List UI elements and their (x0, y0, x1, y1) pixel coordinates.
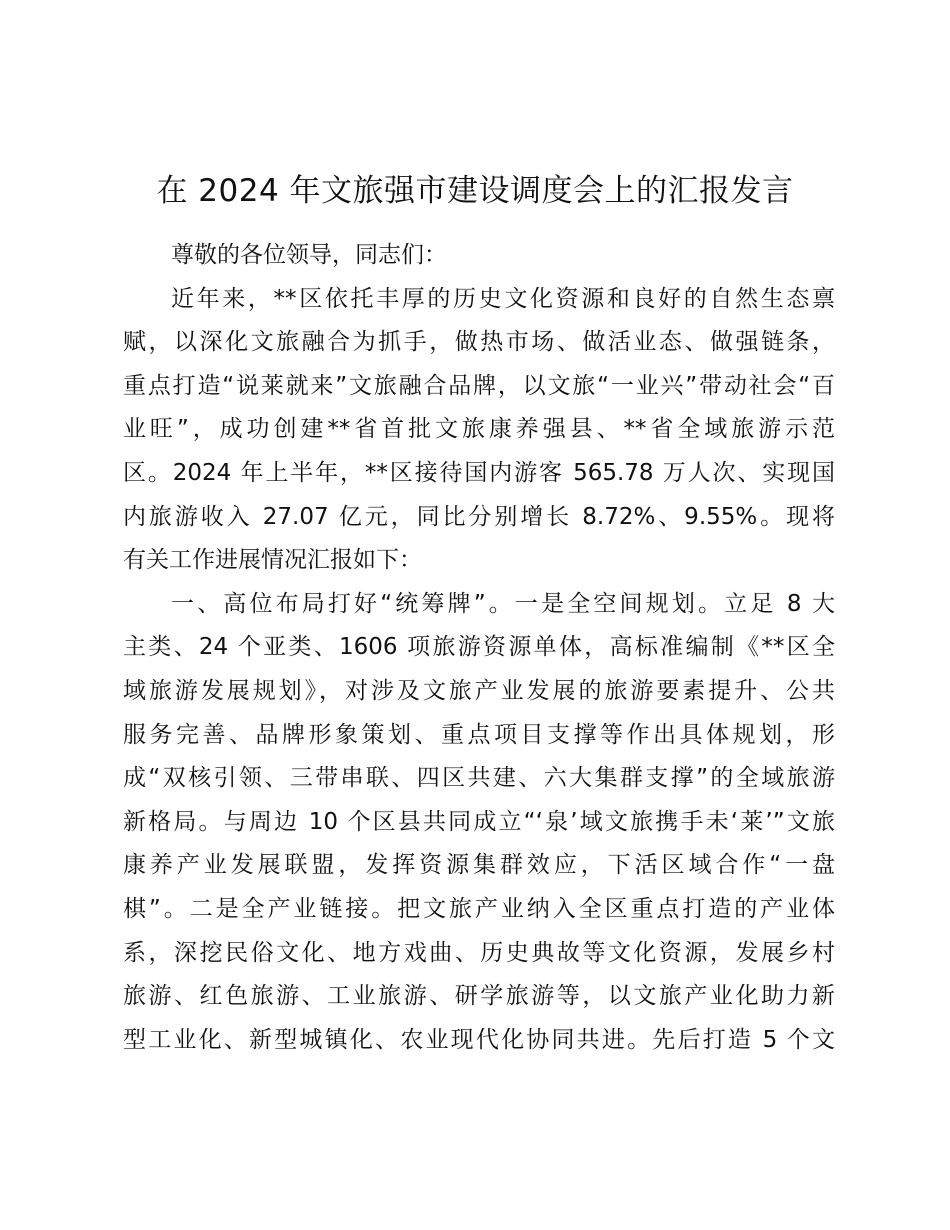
body-line: 重点打造“说莱就来”文旅融合品牌，以文旅“一业兴”带动社会“百 (123, 372, 835, 399)
body-line: 一、高位布局打好“统筹牌”。一是全空间规划。立足 8 大 (171, 590, 835, 617)
body-line: 旅游、红色旅游、工业旅游、研学旅游等，以文旅产业化助力新 (123, 983, 835, 1010)
body-line: 新格局。与周边 10 个区县共同成立“‘泉’域文旅携手未‘莱’”文旅 (123, 808, 835, 835)
body-line: 主类、24 个亚类、1606 项旅游资源单体，高标准编制《**区全 (123, 634, 835, 661)
body-line: 域旅游发展规划》，对涉及文旅产业发展的旅游要素提升、公共 (123, 677, 835, 704)
document-title: 在 2024 年文旅强市建设调度会上的汇报发言 (156, 173, 794, 209)
body-line: 近年来，**区依托丰厚的历史文化资源和良好的自然生态禀 (171, 285, 835, 312)
body-line: 业旺”，成功创建**省首批文旅康养强县、**省全域旅游示范 (123, 416, 835, 443)
body-line: 有关工作进展情况汇报如下： (123, 547, 422, 574)
body-line: 康养产业发展联盟，发挥资源集群效应，下活区域合作“一盘 (123, 852, 835, 879)
body-line: 棋”。二是全产业链接。把文旅产业纳入全区重点打造的产业体 (123, 895, 835, 922)
body-line: 尊敬的各位领导，同志们： (171, 242, 447, 268)
body-line: 成“双核引领、三带串联、四区共建、六大集群支撑”的全域旅游 (123, 765, 835, 792)
body-line: 系，深挖民俗文化、地方戏曲、历史典故等文化资源，发展乡村 (123, 939, 835, 966)
body-line: 型工业化、新型城镇化、农业现代化协同共进。先后打造 5 个文 (123, 1026, 835, 1053)
body-line: 内旅游收入 27.07 亿元，同比分别增长 8.72%、9.55%。现将 (123, 503, 835, 530)
body-line: 赋，以深化文旅融合为抓手，做热市场、做活业态、做强链条， (123, 329, 835, 356)
body-line: 区。2024 年上半年，**区接待国内游客 565.78 万人次、实现国 (123, 459, 835, 486)
document-body (123, 234, 835, 1062)
body-line: 服务完善、品牌形象策划、重点项目支撑等作出具体规划，形 (123, 721, 835, 748)
